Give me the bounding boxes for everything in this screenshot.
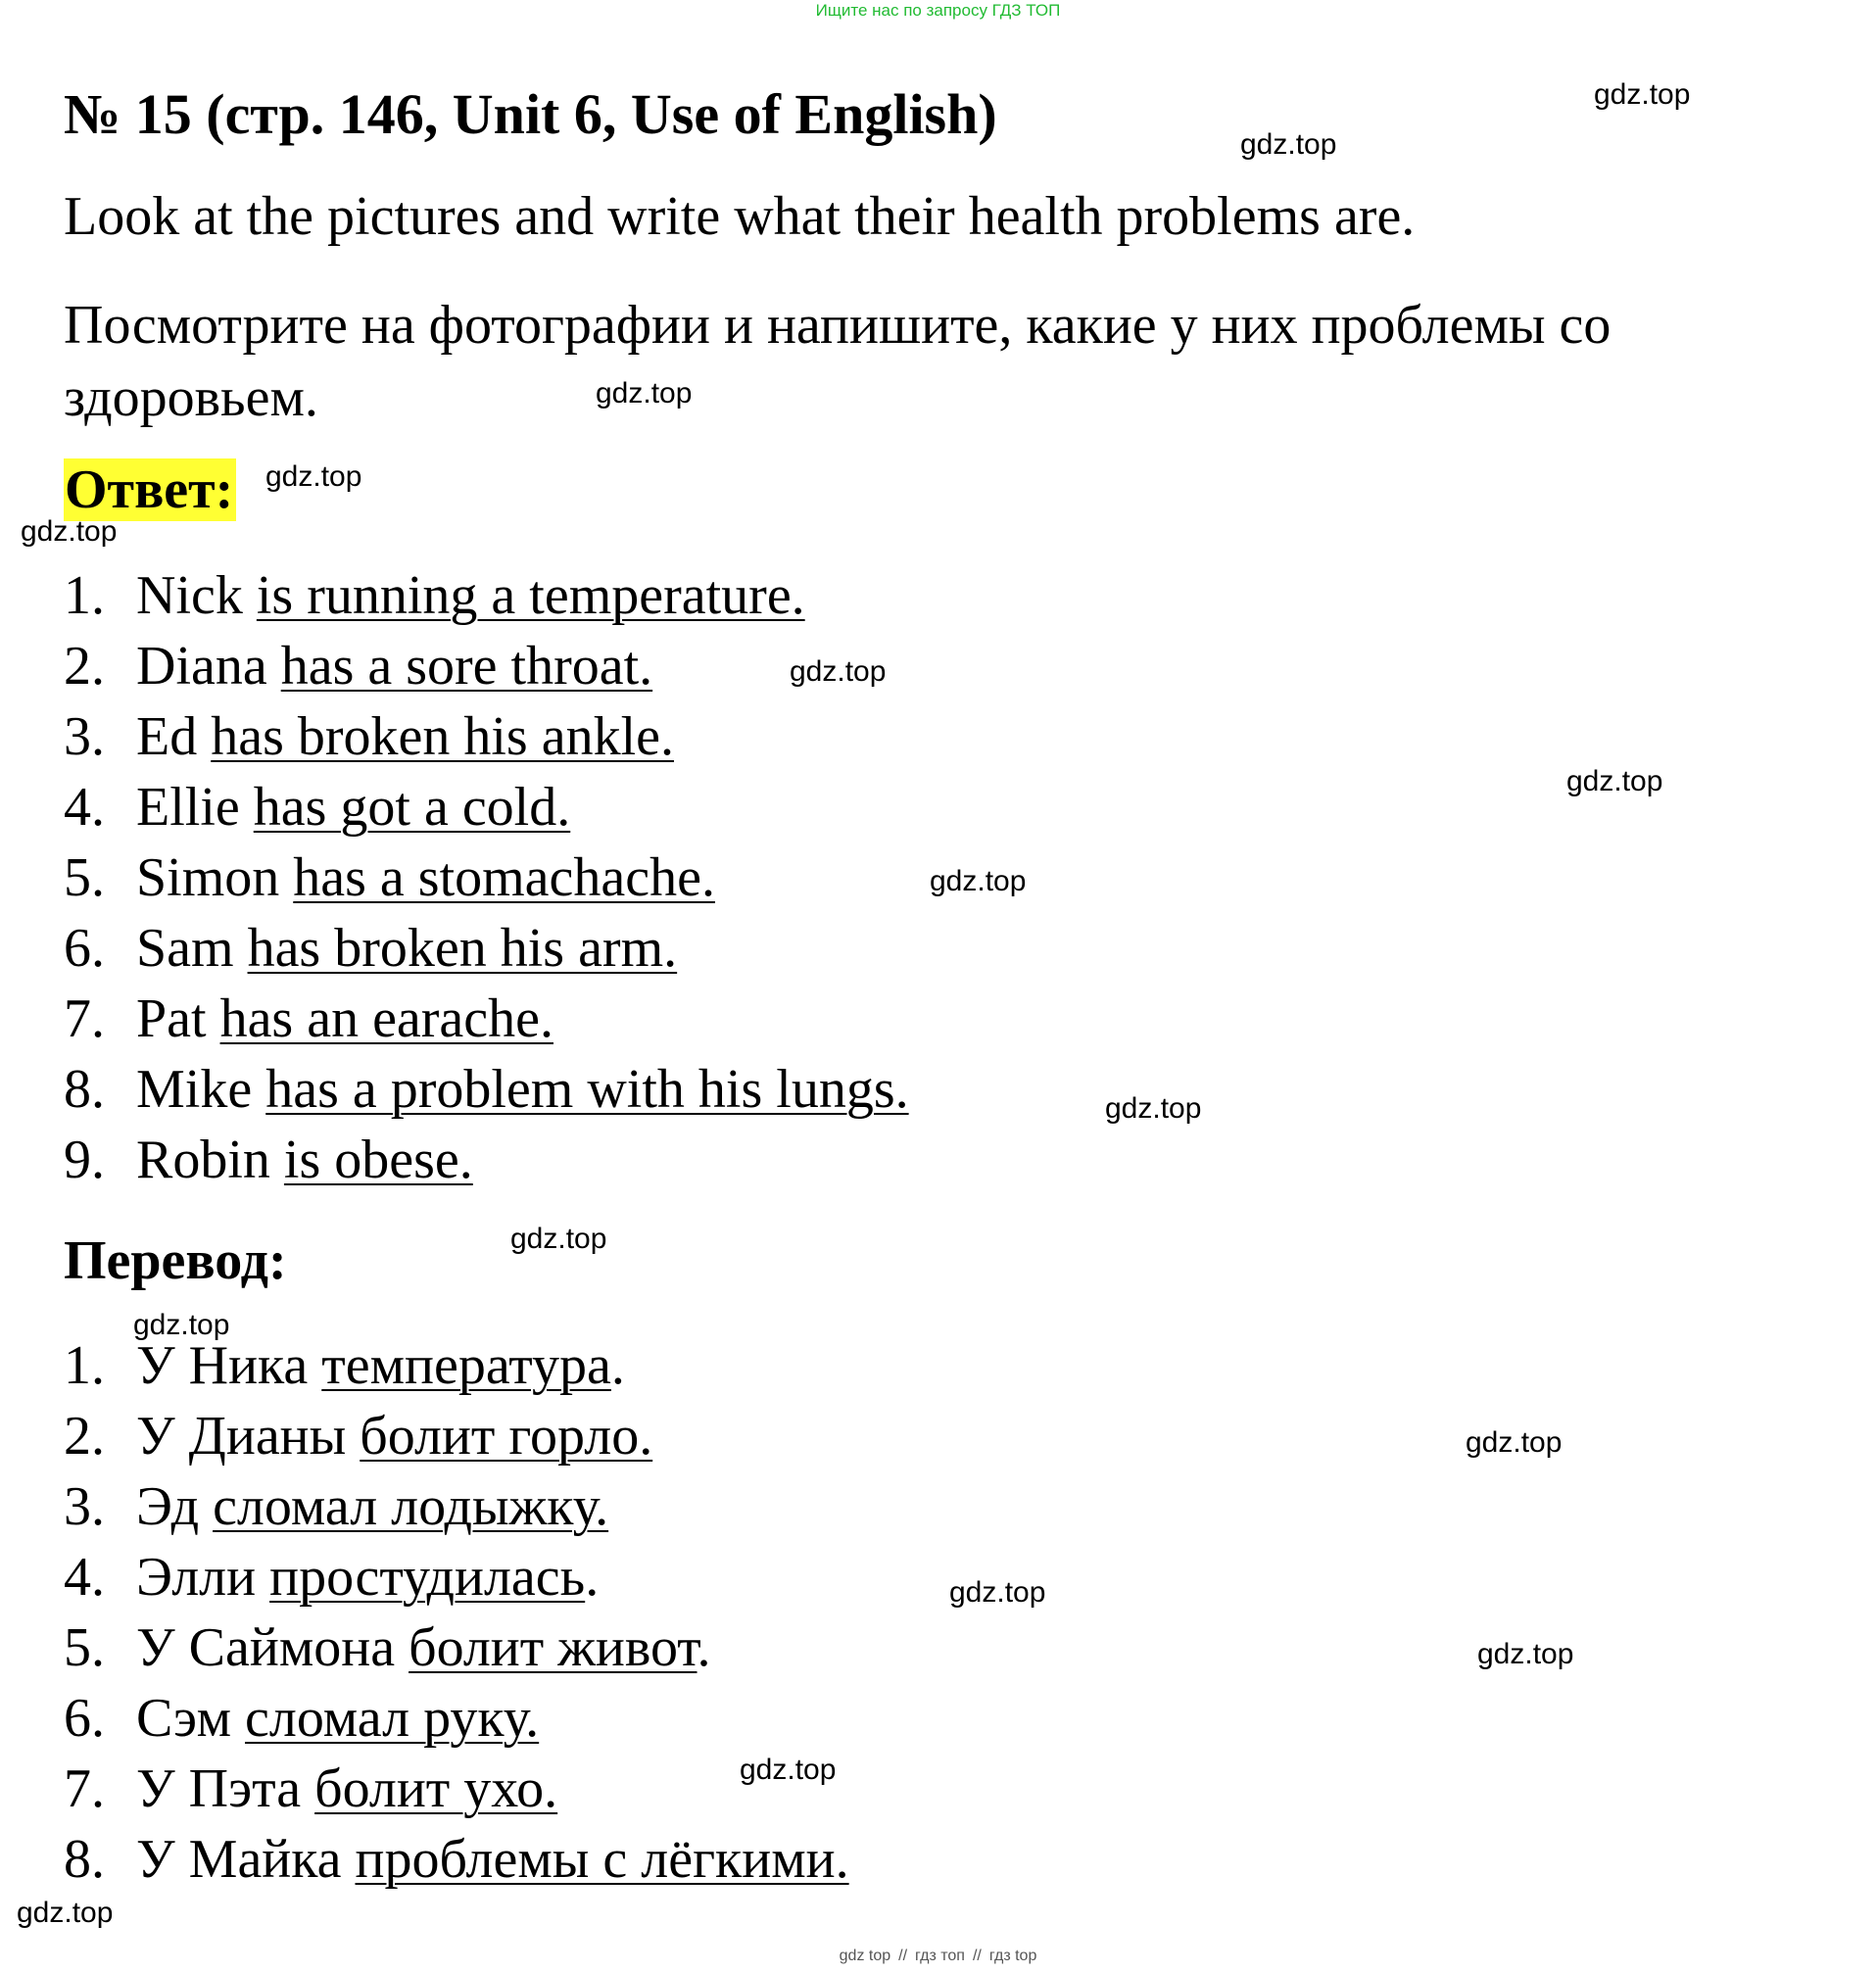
translation-item xyxy=(64,1542,849,1612)
item-answer-phrase: has a sore throat. xyxy=(280,636,653,697)
item-subject: У Майка xyxy=(136,1829,356,1890)
answer-item xyxy=(64,1125,909,1195)
item-subject: Эд xyxy=(136,1476,214,1537)
watermark: gdz.top xyxy=(1594,78,1691,111)
translation-item xyxy=(64,1824,849,1895)
item-subject: Robin xyxy=(136,1130,284,1190)
item-number: 7. xyxy=(64,1758,105,1819)
item-subject: У Пэта xyxy=(136,1758,315,1819)
top-banner: Ищите нас по запросу ГДЗ ТОП xyxy=(815,1,1061,20)
watermark: gdz.top xyxy=(17,1897,114,1929)
bottom-banner-separator: // xyxy=(972,1948,982,1964)
item-number: 3. xyxy=(64,1476,105,1537)
item-translation-phrase: проблемы с лёгкими. xyxy=(355,1829,849,1890)
watermark: gdz.top xyxy=(949,1576,1046,1609)
translation-item xyxy=(64,1401,849,1471)
bottom-banner-part: gdz top xyxy=(839,1948,891,1964)
item-answer-phrase: is obese. xyxy=(283,1130,473,1190)
item-subject: Diana xyxy=(136,636,281,697)
item-subject: Nick xyxy=(136,565,257,626)
page-title: № 15 (стр. 146, Unit 6, Use of English) xyxy=(64,82,997,146)
item-number: 4. xyxy=(64,1547,105,1608)
item-answer-phrase: has broken his arm. xyxy=(247,918,678,979)
item-subject: Элли xyxy=(136,1547,270,1608)
item-number: 1. xyxy=(64,565,105,626)
answer-item xyxy=(64,842,909,913)
item-number: 6. xyxy=(64,1688,105,1749)
watermark: gdz.top xyxy=(265,460,362,493)
answer-item xyxy=(64,772,909,842)
item-tail: . xyxy=(610,1335,625,1396)
watermark: gdz.top xyxy=(21,515,118,548)
item-number: 4. xyxy=(64,777,105,838)
item-subject: Sam xyxy=(136,918,248,979)
item-tail: . xyxy=(697,1617,711,1678)
item-translation-phrase: сломал руку. xyxy=(245,1688,540,1749)
answer-label: Ответ: xyxy=(64,458,236,521)
item-translation-phrase: болит горло. xyxy=(360,1406,653,1467)
item-number: 5. xyxy=(64,847,105,908)
watermark: gdz.top xyxy=(1240,128,1337,161)
answer-item xyxy=(64,913,909,984)
item-number: 2. xyxy=(64,1406,105,1467)
item-translation-phrase: болит ухо. xyxy=(314,1758,558,1819)
item-number: 8. xyxy=(64,1829,105,1890)
item-number: 8. xyxy=(64,1059,105,1120)
item-translation-phrase: болит живот xyxy=(409,1617,697,1678)
item-number: 5. xyxy=(64,1617,105,1678)
bottom-banner-separator: // xyxy=(898,1948,908,1964)
watermark: gdz.top xyxy=(133,1309,230,1341)
translation-list xyxy=(64,1330,849,1895)
item-subject: Simon xyxy=(136,847,294,908)
answer-item xyxy=(64,560,909,631)
answer-item xyxy=(64,631,909,701)
item-subject: Pat xyxy=(136,988,220,1049)
item-number: 9. xyxy=(64,1130,105,1190)
item-subject: Ed xyxy=(136,706,212,767)
bottom-banner xyxy=(0,1946,1876,1967)
translation-item xyxy=(64,1612,849,1683)
item-subject: Сэм xyxy=(136,1688,246,1749)
translation-item xyxy=(64,1754,849,1824)
item-answer-phrase: has a stomachache. xyxy=(293,847,715,908)
translation-item xyxy=(64,1471,849,1542)
item-number: 7. xyxy=(64,988,105,1049)
item-subject: У Саймона xyxy=(136,1617,409,1678)
item-number: 2. xyxy=(64,636,105,697)
item-answer-phrase: has an earache. xyxy=(219,988,553,1049)
watermark: gdz.top xyxy=(1566,765,1663,797)
watermark: gdz.top xyxy=(930,865,1027,897)
item-subject: У Ника xyxy=(136,1335,322,1396)
answer-item xyxy=(64,1054,909,1125)
item-answer-phrase: has broken his ankle. xyxy=(211,706,674,767)
answer-item xyxy=(64,701,909,772)
translation-item xyxy=(64,1683,849,1754)
item-number: 3. xyxy=(64,706,105,767)
watermark: gdz.top xyxy=(1477,1638,1574,1670)
answer-list xyxy=(64,560,909,1195)
bottom-banner-part: гдз топ xyxy=(915,1948,965,1964)
watermark: gdz.top xyxy=(596,377,693,409)
watermark: gdz.top xyxy=(1105,1092,1202,1125)
watermark: gdz.top xyxy=(790,655,887,688)
item-translation-phrase: сломал лодыжку. xyxy=(213,1476,609,1537)
item-subject: У Дианы xyxy=(136,1406,361,1467)
item-subject: Mike xyxy=(136,1059,266,1120)
bottom-banner-part: гдз top xyxy=(988,1948,1037,1964)
item-number: 1. xyxy=(64,1335,105,1396)
task-english: Look at the pictures and write what their health problems are. xyxy=(64,186,1416,247)
watermark: gdz.top xyxy=(1466,1426,1563,1459)
item-tail: . xyxy=(585,1547,600,1608)
item-translation-phrase: простудилась xyxy=(269,1547,586,1608)
item-answer-phrase: has got a cold. xyxy=(253,777,571,838)
item-answer-phrase: is running a temperature. xyxy=(256,565,805,626)
task-russian: Посмотрите на фотографии и напишите, какие у них проблемы со здоровьем. xyxy=(64,295,1611,428)
watermark: gdz.top xyxy=(510,1223,607,1255)
item-answer-phrase: has a problem with his lungs. xyxy=(265,1059,909,1120)
item-number: 6. xyxy=(64,918,105,979)
watermark: gdz.top xyxy=(740,1754,837,1786)
answer-item xyxy=(64,984,909,1054)
item-translation-phrase: температура xyxy=(321,1335,611,1396)
item-subject: Ellie xyxy=(136,777,254,838)
translation-label: Перевод: xyxy=(64,1230,287,1291)
